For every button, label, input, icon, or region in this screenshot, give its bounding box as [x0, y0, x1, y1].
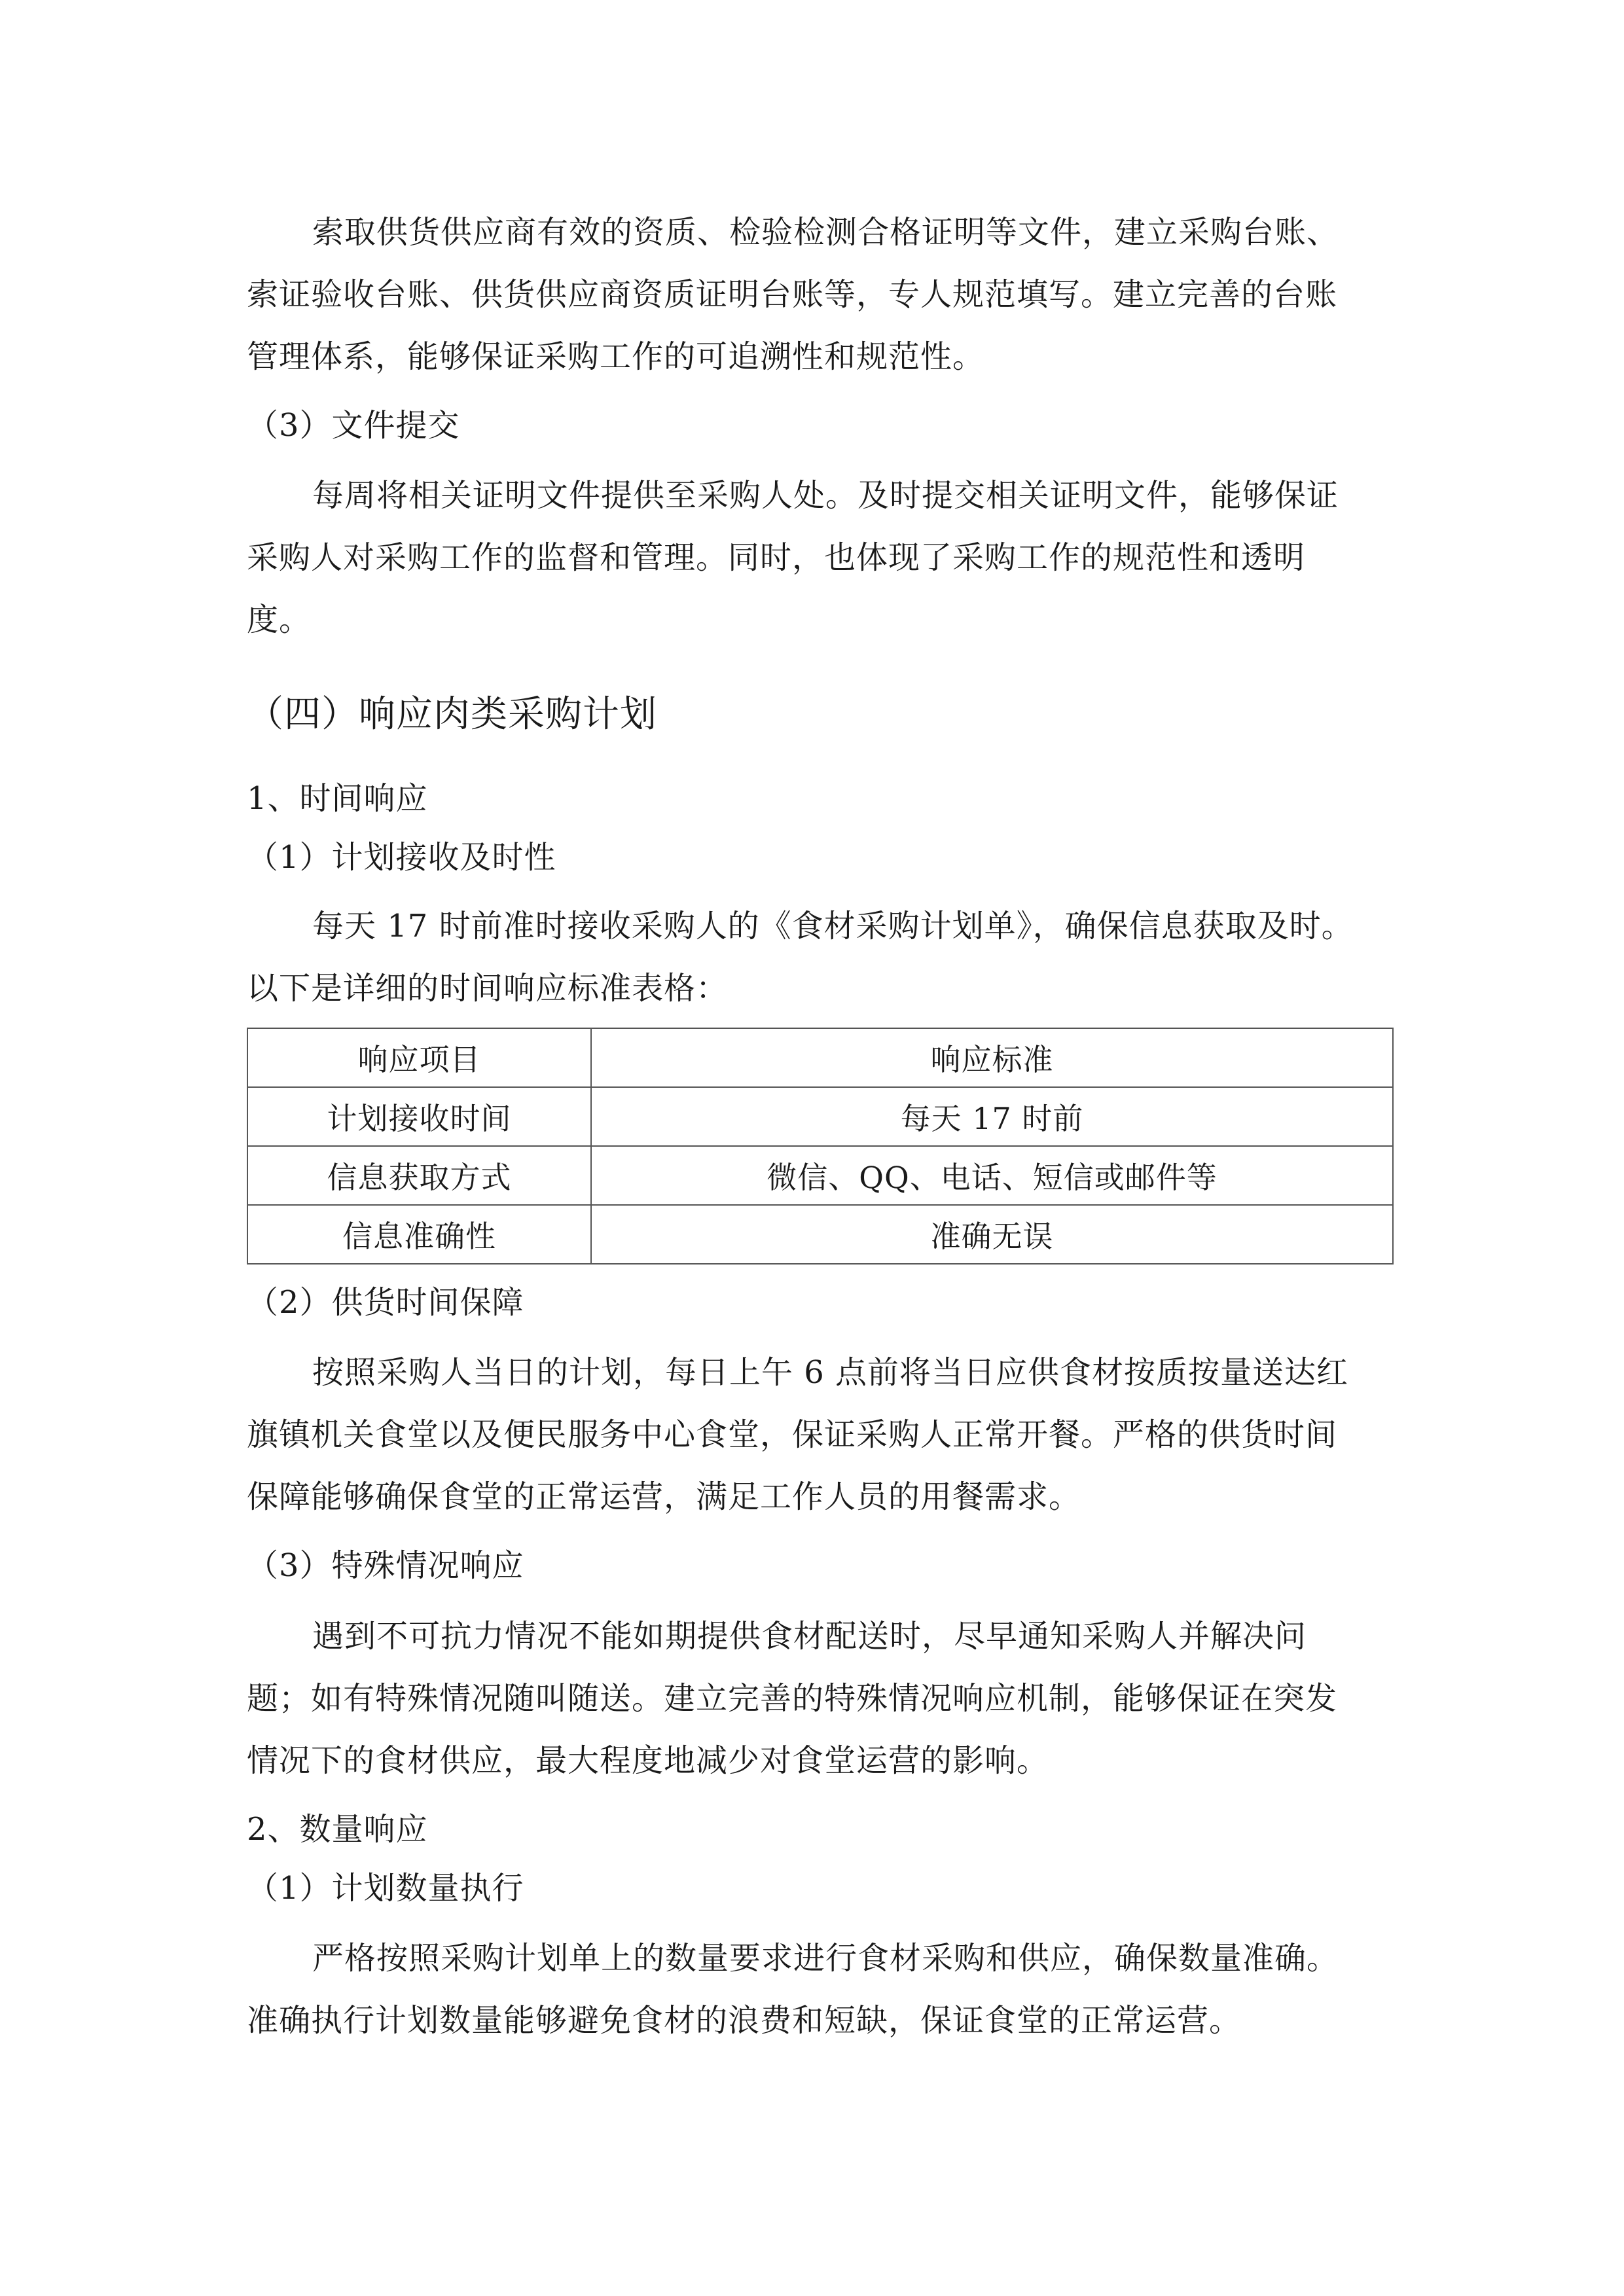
paragraph-line: 索证验收台账、供货供应商资质证明台账等，专人规范填写。建立完善的台账: [247, 276, 1338, 313]
paragraph-line: 索取供货供应商有效的资质、检验检测合格证明等文件，建立采购台账、: [312, 214, 1339, 251]
table-cell: 信息准确性: [247, 1205, 591, 1264]
subheading-plan-receive: （1）计划接收及时性: [247, 839, 556, 876]
heading-time-response: 1、时间响应: [247, 780, 428, 817]
subheading-plan-quantity: （1）计划数量执行: [247, 1870, 524, 1907]
table-cell: 计划接收时间: [247, 1087, 591, 1146]
paragraph-line: 保障能够确保食堂的正常运营，满足工作人员的用餐需求。: [247, 1479, 1081, 1515]
heading-quantity-response: 2、数量响应: [247, 1811, 428, 1848]
paragraph-line: 准确执行计划数量能够避免食材的浪费和短缺，保证食堂的正常运营。: [247, 2002, 1242, 2039]
subheading-supply-time: （2）供货时间保障: [247, 1284, 524, 1321]
paragraph-line: 管理体系，能够保证采购工作的可追溯性和规范性。: [247, 338, 985, 375]
response-standard-table: [247, 1028, 1394, 1265]
subheading-special-response: （3）特殊情况响应: [247, 1547, 524, 1584]
paragraph-line: 情况下的食材供应，最大程度地减少对食堂运营的影响。: [247, 1742, 1049, 1779]
table-header-row: [247, 1028, 1393, 1087]
section-title: （四）响应肉类采购计划: [247, 693, 657, 736]
table-row: [247, 1087, 1393, 1146]
paragraph-line: 每天 17 时前准时接收采购人的《食材采购计划单》，确保信息获取及时。: [312, 908, 1354, 944]
paragraph-line: 以下是详细的时间响应标准表格：: [247, 970, 729, 1007]
subheading-file-submit: （3）文件提交: [247, 407, 460, 444]
paragraph-line: 采购人对采购工作的监督和管理。同时，也体现了采购工作的规范性和透明: [247, 539, 1306, 576]
table-cell: 信息获取方式: [247, 1146, 591, 1205]
table-row: [247, 1205, 1393, 1264]
table-cell: 准确无误: [591, 1205, 1393, 1264]
table-cell: 微信、QQ、电话、短信或邮件等: [591, 1146, 1393, 1205]
paragraph-line: 题；如有特殊情况随叫随送。建立完善的特殊情况响应机制，能够保证在突发: [247, 1680, 1338, 1717]
paragraph-line: 旗镇机关食堂以及便民服务中心食堂，保证采购人正常开餐。严格的供货时间: [247, 1416, 1338, 1453]
paragraph-line: 按照采购人当日的计划，每日上午 6 点前将当日应供食材按质按量送达红: [312, 1354, 1349, 1391]
paragraph-line: 每周将相关证明文件提供至采购人处。及时提交相关证明文件，能够保证: [312, 477, 1339, 514]
table-header-cell: 响应标准: [591, 1028, 1393, 1087]
table-cell: 每天 17 时前: [591, 1087, 1393, 1146]
paragraph-line: 严格按照采购计划单上的数量要求进行食材采购和供应，确保数量准确。: [312, 1940, 1339, 1977]
table-header-cell: 响应项目: [247, 1028, 591, 1087]
paragraph-line: 度。: [247, 601, 312, 638]
paragraph-line: 遇到不可抗力情况不能如期提供食材配送时，尽早通知采购人并解决问: [312, 1618, 1307, 1655]
table-row: [247, 1146, 1393, 1205]
